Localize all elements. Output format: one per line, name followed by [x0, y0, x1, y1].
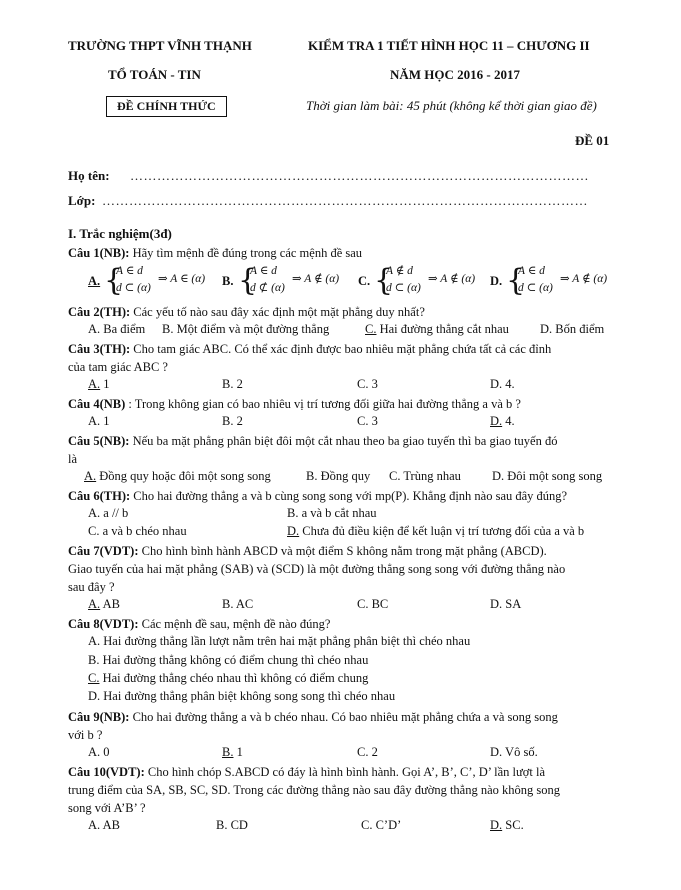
question-10-line-2: trung điểm của SA, SB, SC, SD. Trong các đường thẳng nào sau đây đường thẳng nào không song: [68, 783, 561, 797]
implication: ⇒ A ∉ (α): [560, 273, 608, 285]
q5-option-c: C. Trùng nhau: [389, 469, 461, 483]
answer-letter: C.: [365, 322, 377, 336]
option-text: 1: [100, 377, 110, 391]
question-9-line-2: với b ?: [68, 728, 103, 742]
q8-option-d: D. Hai đường thẳng phân biệt không song song thì chéo nhau: [88, 689, 396, 703]
question-label: Câu 9(NB):: [68, 710, 130, 724]
option-text: AB: [100, 597, 120, 611]
q8-option-c: [88, 671, 368, 686]
q4-option-d: [490, 414, 515, 429]
q5-option-b: B. Đồng quy: [306, 469, 371, 483]
q1-option-b-system: { A ∈ d d ⊄ (α) ⇒ A ∉ (α): [238, 263, 340, 298]
option-text: Hai đường thẳng chéo nhau thì không có điểm chung: [99, 671, 369, 685]
system-line-1: A ∈ d: [250, 265, 277, 277]
q1-option-a-letter: A.: [88, 274, 101, 288]
q5-option-d: D. Đôi một song song: [492, 469, 603, 483]
q3-option-b: B. 2: [222, 377, 243, 391]
answer-letter: C.: [88, 671, 100, 685]
q7-option-a: [88, 597, 120, 612]
q9-option-b: [222, 745, 243, 760]
q2-option-b: B. Một điểm và một đường thẳng: [162, 322, 330, 336]
implication: ⇒ A ∈ (α): [158, 273, 206, 285]
q8-option-b: B. Hai đường thẳng không có điểm chung thì chéo nhau: [88, 653, 369, 667]
question-1: [68, 244, 362, 262]
q2-option-a: A. Ba điểm: [88, 322, 146, 336]
q3-option-d: [490, 377, 515, 392]
system-line-1: A ∉ d: [386, 265, 413, 277]
option-text: 4.: [502, 377, 515, 391]
question-label: Câu 4(NB): [68, 397, 126, 411]
answer-letter: A.: [88, 377, 101, 391]
implication: ⇒ A ∉ (α): [428, 273, 476, 285]
q2-option-d: D. Bốn điểm: [540, 322, 605, 336]
system-line-1: A ∈ d: [116, 265, 143, 277]
option-text: Chưa đủ điều kiện để kết luận vị trí tương đối của a và b: [299, 524, 585, 538]
answer-letter: D.: [490, 818, 503, 832]
q2-option-c: [365, 322, 509, 337]
system-line-2: d ⊂ (α): [386, 282, 421, 294]
option-letter: D.: [490, 377, 503, 391]
system-line-1: A ∈ d: [518, 265, 545, 277]
q5-option-a: [84, 469, 271, 484]
answer-letter: B.: [222, 745, 234, 759]
department-name: TỔ TOÁN - TIN: [108, 67, 201, 82]
question-8: [68, 615, 330, 633]
question-label: Câu 10(VDT):: [68, 765, 145, 779]
exam-title: KIỂM TRA 1 TIẾT HÌNH HỌC 11 – CHƯƠNG II: [308, 38, 590, 53]
question-label: Câu 7(VDT):: [68, 544, 139, 558]
q3-option-c: C. 3: [357, 377, 378, 391]
question-label: Câu 1(NB):: [68, 246, 130, 260]
question-3: [68, 340, 551, 358]
system-line-2: d ⊂ (α): [116, 282, 151, 294]
q9-option-d: D. Vô số.: [490, 745, 538, 759]
question-text: Nếu ba mặt phẳng phân biệt đôi một cắt nhau theo ba giao tuyến thì ba giao tuyến đó: [129, 434, 558, 448]
question-text: Cho hai đường thẳng a và b cùng song song với mp(P). Khẳng định nào sau đây đúng?: [130, 489, 568, 503]
q6-option-d: [287, 524, 584, 539]
q1-option-d-letter: D.: [490, 274, 503, 288]
q8-option-a: A. Hai đường thẳng lần lượt nằm trên hai mặt phẳng phân biệt thì chéo nhau: [88, 634, 471, 648]
question-text: Cho hai đường thẳng a và b chéo nhau. Có bao nhiêu mặt phẳng chứa a và song song: [129, 710, 558, 724]
school-name: TRƯỜNG THPT VĨNH THẠNH: [68, 38, 252, 53]
question-7: [68, 542, 547, 560]
q6-option-c: C. a và b chéo nhau: [88, 524, 187, 538]
q3-option-a: [88, 377, 110, 392]
q1-option-c-system: { A ∉ d d ⊂ (α) ⇒ A ∉ (α): [374, 263, 476, 298]
question-2: [68, 303, 425, 321]
question-text: Hãy tìm mệnh đề đúng trong các mệnh đề sau: [129, 246, 363, 260]
q7-option-d: D. SA: [490, 597, 522, 611]
system-line-2: d ⊄ (α): [250, 282, 285, 294]
q1-option-d-system: { A ∈ d d ⊂ (α) ⇒ A ∉ (α): [506, 263, 608, 298]
q4-option-b: B. 2: [222, 414, 243, 428]
answer-letter: D.: [490, 414, 503, 428]
question-9: [68, 708, 558, 726]
question-label: Câu 6(TH):: [68, 489, 131, 503]
section-heading: I. Trắc nghiệm(3đ): [68, 226, 172, 241]
question-7-line-3: sau đây ?: [68, 580, 115, 594]
q9-option-c: C. 2: [357, 745, 378, 759]
q1-option-c-letter: C.: [358, 274, 371, 288]
q10-option-d: [490, 818, 524, 833]
answer-letter: D.: [287, 524, 300, 538]
question-3-line-2: của tam giác ABC ?: [68, 360, 168, 374]
option-text: 4.: [502, 414, 515, 428]
answer-letter: A.: [88, 597, 101, 611]
q9-option-a: A. 0: [88, 745, 110, 759]
question-label: Câu 5(NB):: [68, 434, 130, 448]
question-10: [68, 763, 545, 781]
q7-option-c: C. BC: [357, 597, 389, 611]
question-label: Câu 8(VDT):: [68, 617, 139, 631]
q6-option-b: B. a và b cắt nhau: [287, 506, 377, 520]
q6-option-a: A. a // b: [88, 506, 129, 520]
option-text: 1: [233, 745, 243, 759]
question-text: Các yếu tố nào sau đây xác định một mặt phẳng duy nhất?: [130, 305, 425, 319]
question-text: Cho tam giác ABC. Có thể xác định được bao nhiêu mặt phẳng chứa tất cả các đỉnh: [130, 342, 552, 356]
class-field-dots: ………………………………………………………………………………………………: [102, 193, 588, 208]
q1-option-a-system: { A ∈ d d ⊂ (α) ⇒ A ∈ (α): [104, 263, 206, 298]
q4-option-c: C. 3: [357, 414, 378, 428]
q7-option-b: B. AC: [222, 597, 254, 611]
answer-letter: A.: [84, 469, 97, 483]
question-text: Cho hình chóp S.ABCD có đáy là hình bình hành. Gọi A’, B’, C’, D’ lần lượt là: [144, 765, 546, 779]
class-field-label: Lớp:: [68, 193, 96, 208]
question-5: [68, 432, 557, 450]
question-6: [68, 487, 567, 505]
question-label: Câu 2(TH):: [68, 305, 131, 319]
exam-time: Thời gian làm bài: 45 phút (không kể thời gian giao đề): [306, 98, 597, 113]
q4-option-a: A. 1: [88, 414, 110, 428]
exam-code: ĐỀ 01: [575, 133, 610, 148]
official-exam-box: ĐỀ CHÍNH THỨC: [106, 96, 227, 117]
question-7-line-2: Giao tuyến của hai mặt phẳng (SAB) và (SCD) là một đường thẳng song song với đường thẳng nào: [68, 562, 566, 576]
q10-option-a: A. AB: [88, 818, 120, 832]
question-10-line-3: song với A’B’ ?: [68, 801, 146, 815]
option-text: SC.: [502, 818, 524, 832]
system-line-2: d ⊂ (α): [518, 282, 553, 294]
q10-option-b: B. CD: [216, 818, 248, 832]
school-year: NĂM HỌC 2016 - 2017: [390, 67, 520, 82]
question-text: : Trong không gian có bao nhiêu vị trí tương đối giữa hai đường thẳng a và b ?: [125, 397, 521, 411]
name-field-dots: …………………………………………………………………………………………: [130, 168, 589, 183]
question-text: Cho hình bình hành ABCD và một điểm S không nằm trong mặt phẳng (ABCD).: [138, 544, 547, 558]
question-text: Các mệnh đề sau, mệnh đề nào đúng?: [138, 617, 331, 631]
question-label: Câu 3(TH):: [68, 342, 131, 356]
question-4: [68, 395, 521, 413]
question-5-line-2: là: [68, 452, 78, 466]
implication: ⇒ A ∉ (α): [292, 273, 340, 285]
q10-option-c: C. C’D’: [361, 818, 402, 832]
option-text: Hai đường thẳng cắt nhau: [376, 322, 509, 336]
name-field-label: Họ tên:: [68, 168, 110, 183]
option-text: Đồng quy hoặc đôi một song song: [96, 469, 271, 483]
q1-option-b-letter: B.: [222, 274, 234, 288]
